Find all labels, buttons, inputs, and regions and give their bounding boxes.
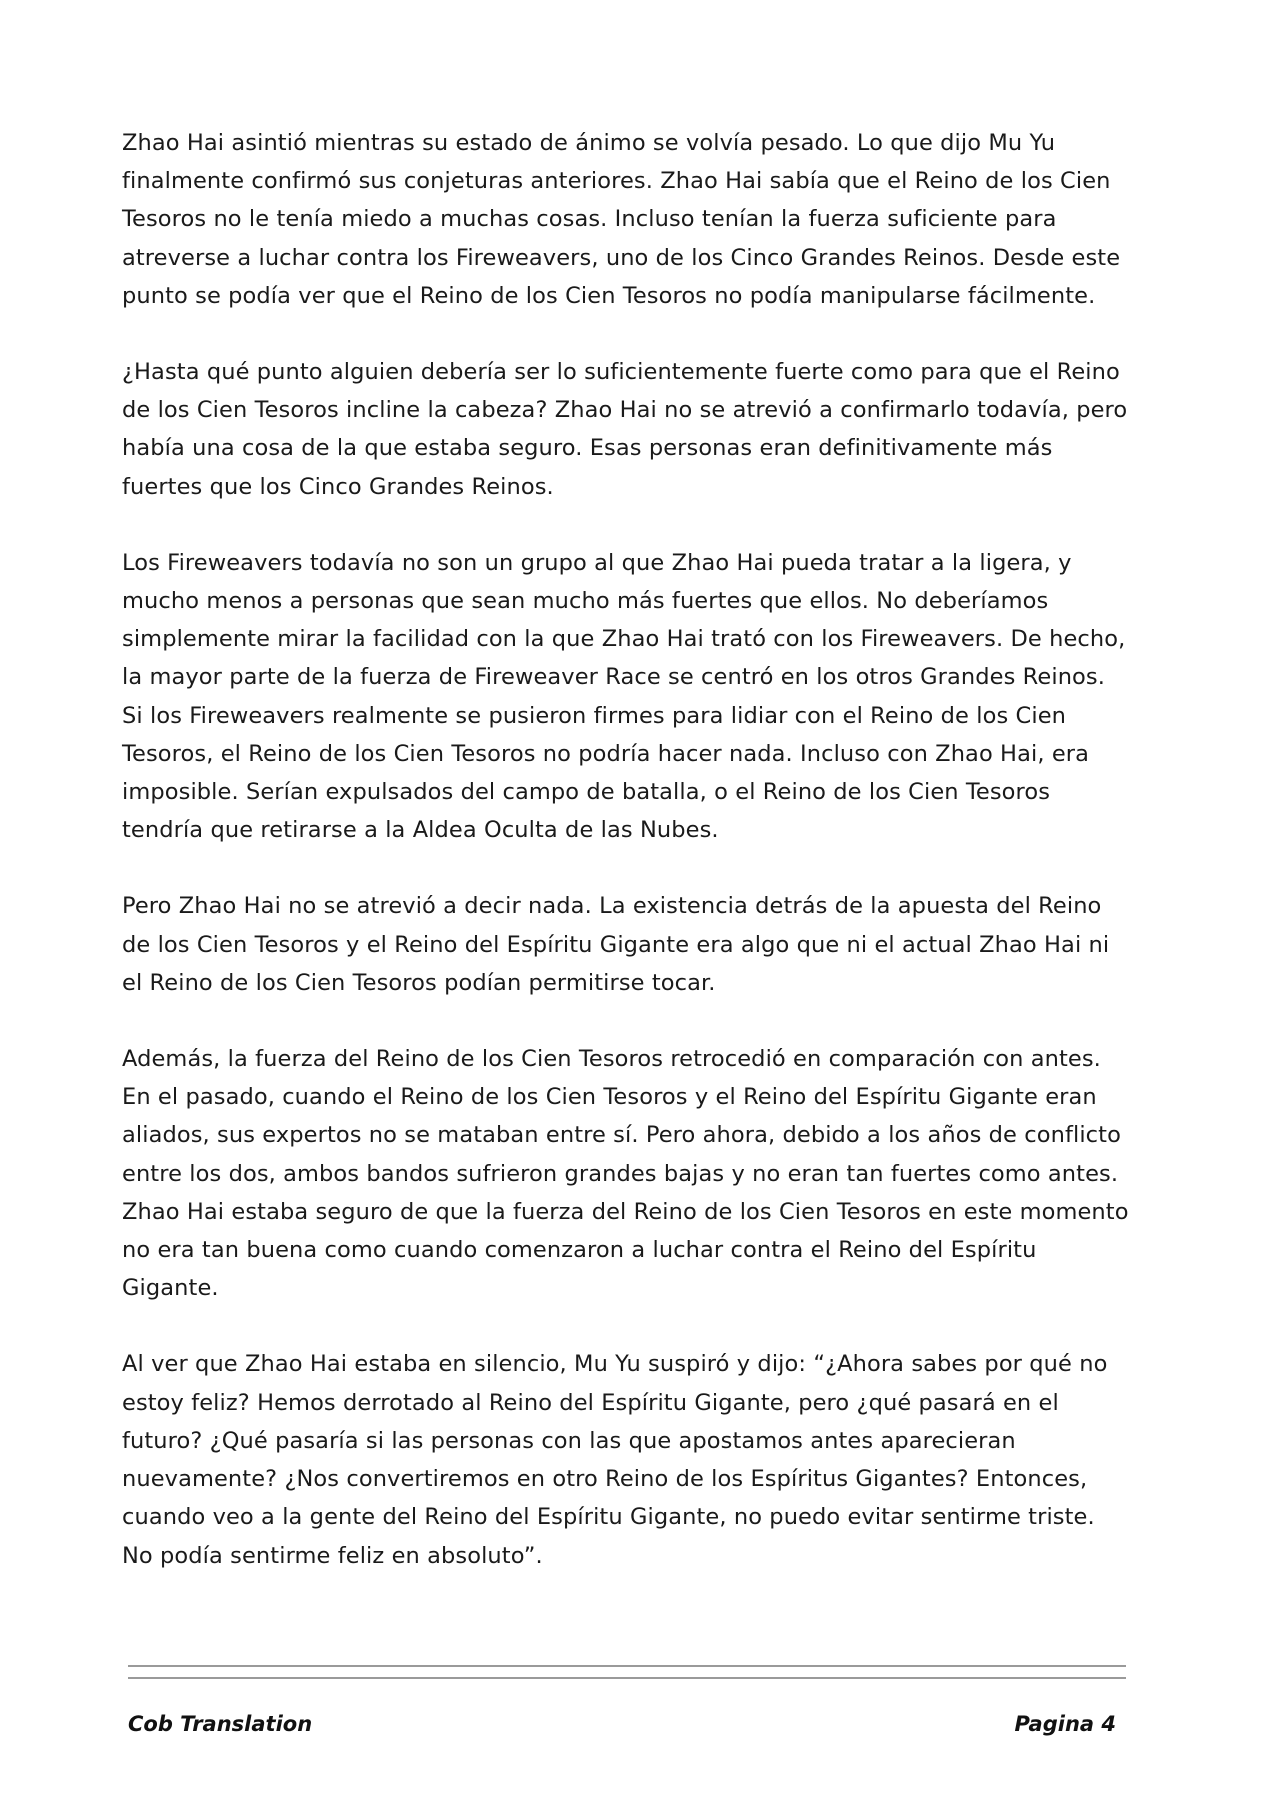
- page-footer: [128, 1712, 1126, 1744]
- paragraph-6: Al ver que Zhao Hai estaba en silencio, Mu Yu suspiró y dijo: “¿Ahora sabes por qué no estoy feliz? Hemos derrotado al Reino del Espíritu Gigante, pero ¿qué pasará en el futuro? ¿Qué pasaría si las personas con las que apostamos antes aparecieran nuevamente? ¿Nos convertiremos en otro Reino de los Espíritus Gigantes? Entonces, cuando veo a la gente del Reino del Espíritu Gigante, no puedo evitar sentirme triste. No podía sentirme feliz en absoluto”.: [122, 1351, 1108, 1569]
- paragraph-1: Zhao Hai asintió mientras su estado de ánimo se volvía pesado. Lo que dijo Mu Yu finalmente confirmó sus conjeturas anteriores. Zhao Hai sabía que el Reino de los Cien Tesoros no le tenía miedo a muchas cosas. Incluso tenían la fuerza suficiente para atreverse a luchar contra los Fireweavers, uno de los Cinco Grandes Reinos. Desde este punto se podía ver que el Reino de los Cien Tesoros no podía manipularse fácilmente.: [122, 130, 1121, 309]
- page-number: Pagina 4: [1014, 1712, 1116, 1736]
- footer-credit: Cob Translation: [128, 1712, 313, 1736]
- footer-divider-bottom: [128, 1677, 1126, 1679]
- paragraph-5: Además, la fuerza del Reino de los Cien Tesoros retrocedió en comparación con antes. En el pasado, cuando el Reino de los Cien Tesoros y el Reino del Espíritu Gigante eran aliados, sus expertos no se mataban entre sí. Pero ahora, debido a los años de conflicto entre los dos, ambos bandos sufrieron grandes bajas y no eran tan fuertes como antes. Zhao Hai estaba seguro de que la fuerza del Reino de los Cien Tesoros en este momento no era tan buena como cuando comenzaron a luchar contra el Reino del Espíritu Gigante.: [122, 1046, 1129, 1302]
- paragraph-2: ¿Hasta qué punto alguien debería ser lo suficientemente fuerte como para que el Reino de los Cien Tesoros incline la cabeza? Zhao Hai no se atrevió a confirmarlo todavía, pero había una cosa de la que estaba seguro. Esas personas eran definitivamente más fuertes que los Cinco Grandes Reinos.: [122, 359, 1128, 500]
- paragraph-3: Los Fireweavers todavía no son un grupo al que Zhao Hai pueda tratar a la ligera, y mucho menos a personas que sean mucho más fuertes que ellos. No deberíamos simplemente mirar la facilidad con la que Zhao Hai trató con los Fireweavers. De hecho, la mayor parte de la fuerza de Fireweaver Race se centró en los otros Grandes Reinos. Si los Fireweavers realmente se pusieron firmes para lidiar con el Reino de los Cien Tesoros, el Reino de los Cien Tesoros no podría hacer nada. Incluso con Zhao Hai, era imposible. Serían expulsados del campo de batalla, o el Reino de los Cien Tesoros tendría que retirarse a la Aldea Oculta de las Nubes.: [122, 549, 1126, 844]
- footer-divider-top: [128, 1665, 1126, 1667]
- paragraph-4: Pero Zhao Hai no se atrevió a decir nada. La existencia detrás de la apuesta del Reino de los Cien Tesoros y el Reino del Espíritu Gigante era algo que ni el actual Zhao Hai ni el Reino de los Cien Tesoros podían permitirse tocar.: [122, 893, 1110, 996]
- document-body: [122, 124, 1132, 1613]
